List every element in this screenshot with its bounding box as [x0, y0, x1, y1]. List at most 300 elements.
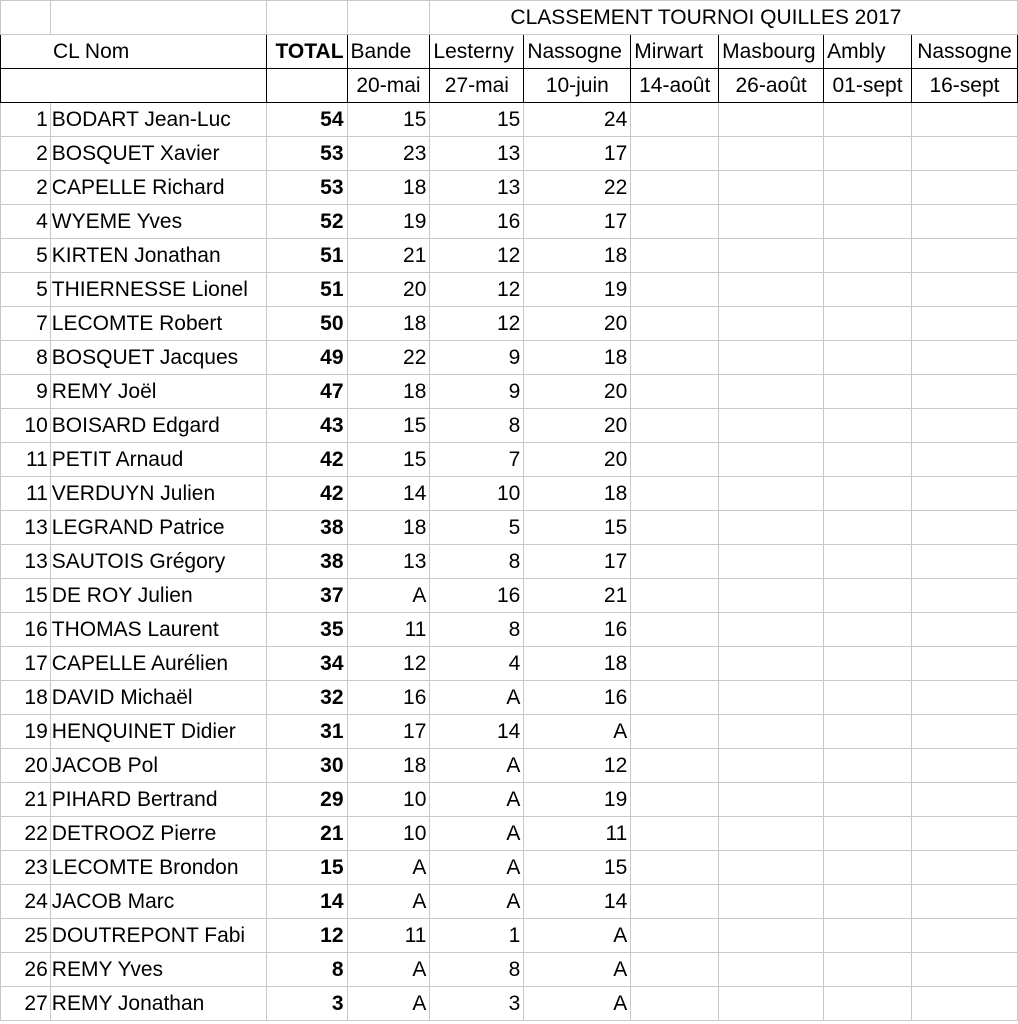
score-cell[interactable]: [719, 613, 824, 647]
score-cell[interactable]: [719, 851, 824, 885]
rank-cell[interactable]: 21: [1, 783, 51, 817]
score-cell[interactable]: [911, 885, 1017, 919]
score-cell[interactable]: A: [524, 953, 631, 987]
name-cell[interactable]: SAUTOIS Grégory: [50, 545, 266, 579]
score-cell[interactable]: [631, 409, 719, 443]
score-cell[interactable]: 11: [524, 817, 631, 851]
table-row: [1, 579, 1018, 613]
score-cell[interactable]: 8: [430, 613, 524, 647]
name-cell[interactable]: THIERNESSE Lionel: [50, 273, 266, 307]
score-cell[interactable]: [911, 409, 1017, 443]
name-cell[interactable]: BODART Jean-Luc: [50, 103, 266, 137]
total-cell[interactable]: 14: [266, 885, 347, 919]
name-cell[interactable]: HENQUINET Didier: [50, 715, 266, 749]
score-cell[interactable]: 19: [347, 205, 430, 239]
score-cell[interactable]: [911, 647, 1017, 681]
rank-cell[interactable]: 5: [1, 239, 51, 273]
name-cell[interactable]: BOISARD Edgard: [50, 409, 266, 443]
rank-cell[interactable]: 9: [1, 375, 51, 409]
score-cell[interactable]: 18: [347, 171, 430, 205]
score-cell[interactable]: [719, 511, 824, 545]
total-cell[interactable]: 31: [266, 715, 347, 749]
score-cell[interactable]: 9: [430, 375, 524, 409]
score-cell[interactable]: [911, 545, 1017, 579]
score-cell[interactable]: [911, 443, 1017, 477]
score-cell[interactable]: A: [347, 885, 430, 919]
score-cell[interactable]: 12: [430, 239, 524, 273]
score-cell[interactable]: [824, 375, 912, 409]
score-cell[interactable]: [631, 341, 719, 375]
score-cell[interactable]: [631, 885, 719, 919]
score-cell[interactable]: [824, 409, 912, 443]
total-cell[interactable]: 30: [266, 749, 347, 783]
header-date[interactable]: 14-août: [631, 69, 719, 103]
score-cell[interactable]: 14: [524, 885, 631, 919]
total-cell[interactable]: 8: [266, 953, 347, 987]
score-cell[interactable]: [631, 579, 719, 613]
name-cell[interactable]: DOUTREPONT Fabi: [50, 919, 266, 953]
total-cell[interactable]: 21: [266, 817, 347, 851]
score-cell[interactable]: [824, 953, 912, 987]
header-venue[interactable]: Nassogne: [911, 35, 1017, 69]
rank-cell[interactable]: 1: [1, 103, 51, 137]
score-cell[interactable]: [824, 273, 912, 307]
score-cell[interactable]: 12: [524, 749, 631, 783]
name-cell[interactable]: JACOB Marc: [50, 885, 266, 919]
score-cell[interactable]: 15: [524, 851, 631, 885]
score-cell[interactable]: A: [347, 579, 430, 613]
score-cell[interactable]: [719, 749, 824, 783]
rank-cell[interactable]: 7: [1, 307, 51, 341]
score-cell[interactable]: 22: [524, 171, 631, 205]
score-cell[interactable]: 13: [430, 171, 524, 205]
score-cell[interactable]: [631, 511, 719, 545]
score-cell[interactable]: [824, 817, 912, 851]
score-cell[interactable]: 15: [347, 443, 430, 477]
name-cell[interactable]: DAVID Michaël: [50, 681, 266, 715]
rank-cell[interactable]: 20: [1, 749, 51, 783]
score-cell[interactable]: [631, 919, 719, 953]
name-cell[interactable]: REMY Yves: [50, 953, 266, 987]
total-cell[interactable]: 50: [266, 307, 347, 341]
header-row-venues: [1, 35, 1018, 69]
score-cell[interactable]: [631, 477, 719, 511]
score-cell[interactable]: 15: [347, 409, 430, 443]
score-cell[interactable]: 21: [347, 239, 430, 273]
score-cell[interactable]: 22: [347, 341, 430, 375]
header-venue[interactable]: Nassogne: [524, 35, 631, 69]
score-cell[interactable]: [824, 443, 912, 477]
empty-cell[interactable]: [1, 69, 267, 103]
score-cell[interactable]: [824, 137, 912, 171]
total-cell[interactable]: 53: [266, 171, 347, 205]
score-cell[interactable]: 14: [347, 477, 430, 511]
score-cell[interactable]: 21: [524, 579, 631, 613]
score-cell[interactable]: [719, 137, 824, 171]
total-cell[interactable]: 49: [266, 341, 347, 375]
total-cell[interactable]: 12: [266, 919, 347, 953]
score-cell[interactable]: [911, 103, 1017, 137]
table-row: [1, 477, 1018, 511]
score-cell[interactable]: [631, 545, 719, 579]
score-cell[interactable]: [911, 273, 1017, 307]
score-cell[interactable]: [824, 171, 912, 205]
score-cell[interactable]: [719, 205, 824, 239]
score-cell[interactable]: [824, 307, 912, 341]
score-cell[interactable]: [719, 171, 824, 205]
score-cell[interactable]: [719, 409, 824, 443]
score-cell[interactable]: [719, 443, 824, 477]
empty-cell[interactable]: [347, 1, 430, 35]
score-cell[interactable]: [631, 715, 719, 749]
rank-cell[interactable]: 25: [1, 919, 51, 953]
rank-cell[interactable]: 13: [1, 511, 51, 545]
header-cl-nom[interactable]: CL Nom: [1, 35, 267, 69]
score-cell[interactable]: [824, 885, 912, 919]
score-cell[interactable]: [911, 953, 1017, 987]
total-cell[interactable]: 38: [266, 545, 347, 579]
score-cell[interactable]: [719, 817, 824, 851]
header-venue[interactable]: Mirwart: [631, 35, 719, 69]
name-cell[interactable]: THOMAS Laurent: [50, 613, 266, 647]
header-date[interactable]: 20-mai: [347, 69, 430, 103]
name-cell[interactable]: PIHARD Bertrand: [50, 783, 266, 817]
empty-cell[interactable]: [266, 69, 347, 103]
name-cell[interactable]: DETROOZ Pierre: [50, 817, 266, 851]
score-cell[interactable]: [631, 171, 719, 205]
name-cell[interactable]: CAPELLE Aurélien: [50, 647, 266, 681]
score-cell[interactable]: 12: [347, 647, 430, 681]
score-cell[interactable]: 7: [430, 443, 524, 477]
score-cell[interactable]: [719, 885, 824, 919]
name-cell[interactable]: DE ROY Julien: [50, 579, 266, 613]
total-cell[interactable]: 38: [266, 511, 347, 545]
score-cell[interactable]: 18: [347, 511, 430, 545]
total-cell[interactable]: 3: [266, 987, 347, 1021]
score-cell[interactable]: [631, 647, 719, 681]
score-cell[interactable]: [631, 987, 719, 1021]
rank-cell[interactable]: 17: [1, 647, 51, 681]
total-cell[interactable]: 15: [266, 851, 347, 885]
score-cell[interactable]: [719, 579, 824, 613]
name-cell[interactable]: PETIT Arnaud: [50, 443, 266, 477]
total-cell[interactable]: 42: [266, 477, 347, 511]
rank-cell[interactable]: 27: [1, 987, 51, 1021]
score-cell[interactable]: 1: [430, 919, 524, 953]
sheet-title[interactable]: CLASSEMENT TOURNOI QUILLES 2017: [430, 1, 1018, 35]
header-date[interactable]: 10-juin: [524, 69, 631, 103]
score-cell[interactable]: 5: [430, 511, 524, 545]
score-cell[interactable]: [631, 239, 719, 273]
score-cell[interactable]: 17: [347, 715, 430, 749]
score-cell[interactable]: [719, 647, 824, 681]
score-cell[interactable]: [911, 817, 1017, 851]
score-cell[interactable]: [911, 681, 1017, 715]
score-cell[interactable]: 19: [524, 783, 631, 817]
score-cell[interactable]: 18: [524, 477, 631, 511]
name-cell[interactable]: KIRTEN Jonathan: [50, 239, 266, 273]
score-cell[interactable]: 20: [347, 273, 430, 307]
score-cell[interactable]: 15: [430, 103, 524, 137]
score-cell[interactable]: [911, 749, 1017, 783]
score-cell[interactable]: 18: [524, 647, 631, 681]
score-cell[interactable]: [824, 919, 912, 953]
score-cell[interactable]: [631, 205, 719, 239]
score-cell[interactable]: [824, 987, 912, 1021]
score-cell[interactable]: [824, 851, 912, 885]
header-venue[interactable]: Masbourg: [719, 35, 824, 69]
score-cell[interactable]: 3: [430, 987, 524, 1021]
score-cell[interactable]: A: [524, 987, 631, 1021]
score-cell[interactable]: A: [347, 953, 430, 987]
total-cell[interactable]: 29: [266, 783, 347, 817]
score-cell[interactable]: [631, 273, 719, 307]
score-cell[interactable]: [719, 919, 824, 953]
score-cell[interactable]: [824, 681, 912, 715]
score-cell[interactable]: [824, 205, 912, 239]
name-cell[interactable]: WYEME Yves: [50, 205, 266, 239]
total-cell[interactable]: 54: [266, 103, 347, 137]
score-cell[interactable]: A: [347, 987, 430, 1021]
score-cell[interactable]: [631, 375, 719, 409]
total-cell[interactable]: 51: [266, 273, 347, 307]
score-cell[interactable]: 10: [430, 477, 524, 511]
score-cell[interactable]: [824, 613, 912, 647]
score-cell[interactable]: [824, 477, 912, 511]
score-cell[interactable]: 8: [430, 545, 524, 579]
score-cell[interactable]: 9: [430, 341, 524, 375]
total-cell[interactable]: 42: [266, 443, 347, 477]
score-cell[interactable]: [719, 783, 824, 817]
name-cell[interactable]: REMY Jonathan: [50, 987, 266, 1021]
score-cell[interactable]: 16: [430, 205, 524, 239]
score-cell[interactable]: A: [430, 817, 524, 851]
score-cell[interactable]: 8: [430, 409, 524, 443]
name-cell[interactable]: LECOMTE Robert: [50, 307, 266, 341]
rank-cell[interactable]: 10: [1, 409, 51, 443]
score-cell[interactable]: [911, 205, 1017, 239]
score-cell[interactable]: 10: [347, 783, 430, 817]
rank-cell[interactable]: 15: [1, 579, 51, 613]
score-cell[interactable]: [719, 545, 824, 579]
score-cell[interactable]: [824, 103, 912, 137]
score-cell[interactable]: [631, 681, 719, 715]
score-cell[interactable]: [911, 341, 1017, 375]
rank-cell[interactable]: 2: [1, 171, 51, 205]
score-cell[interactable]: [719, 715, 824, 749]
rank-cell[interactable]: 11: [1, 443, 51, 477]
score-cell[interactable]: 15: [524, 511, 631, 545]
score-cell[interactable]: [631, 817, 719, 851]
total-cell[interactable]: 53: [266, 137, 347, 171]
score-cell[interactable]: [631, 613, 719, 647]
score-cell[interactable]: 12: [430, 273, 524, 307]
score-cell[interactable]: [631, 103, 719, 137]
score-cell[interactable]: [719, 341, 824, 375]
title-row: [1, 1, 1018, 35]
score-cell[interactable]: [824, 511, 912, 545]
score-cell[interactable]: 18: [347, 307, 430, 341]
score-cell[interactable]: A: [430, 885, 524, 919]
rank-cell[interactable]: 19: [1, 715, 51, 749]
rank-cell[interactable]: 24: [1, 885, 51, 919]
table-row: [1, 341, 1018, 375]
score-cell[interactable]: 11: [347, 613, 430, 647]
score-cell[interactable]: 16: [430, 579, 524, 613]
score-cell[interactable]: 18: [524, 239, 631, 273]
rank-cell[interactable]: 26: [1, 953, 51, 987]
table-row: [1, 511, 1018, 545]
score-cell[interactable]: [719, 987, 824, 1021]
score-cell[interactable]: 20: [524, 409, 631, 443]
header-venue[interactable]: Ambly: [824, 35, 912, 69]
total-cell[interactable]: 52: [266, 205, 347, 239]
empty-cell[interactable]: [1, 1, 51, 35]
rank-cell[interactable]: 4: [1, 205, 51, 239]
score-cell[interactable]: 15: [347, 103, 430, 137]
score-cell[interactable]: A: [430, 851, 524, 885]
rank-cell[interactable]: 22: [1, 817, 51, 851]
score-cell[interactable]: [911, 613, 1017, 647]
score-cell[interactable]: [719, 953, 824, 987]
rank-cell[interactable]: 2: [1, 137, 51, 171]
name-cell[interactable]: JACOB Pol: [50, 749, 266, 783]
score-cell[interactable]: 18: [347, 375, 430, 409]
score-cell[interactable]: [911, 171, 1017, 205]
score-cell[interactable]: 13: [430, 137, 524, 171]
score-cell[interactable]: [824, 647, 912, 681]
score-cell[interactable]: A: [524, 919, 631, 953]
score-cell[interactable]: 11: [347, 919, 430, 953]
score-cell[interactable]: 18: [347, 749, 430, 783]
score-cell[interactable]: [911, 987, 1017, 1021]
total-cell[interactable]: 47: [266, 375, 347, 409]
score-cell[interactable]: 4: [430, 647, 524, 681]
score-cell[interactable]: 10: [347, 817, 430, 851]
score-cell[interactable]: [824, 715, 912, 749]
score-cell[interactable]: [824, 341, 912, 375]
score-cell[interactable]: [719, 307, 824, 341]
score-cell[interactable]: [911, 783, 1017, 817]
header-date[interactable]: 27-mai: [430, 69, 524, 103]
rank-cell[interactable]: 18: [1, 681, 51, 715]
score-cell[interactable]: 17: [524, 545, 631, 579]
name-cell[interactable]: LECOMTE Brondon: [50, 851, 266, 885]
total-cell[interactable]: 35: [266, 613, 347, 647]
header-total[interactable]: TOTAL: [266, 35, 347, 69]
header-date[interactable]: 01-sept: [824, 69, 912, 103]
score-cell[interactable]: [631, 443, 719, 477]
score-cell[interactable]: 13: [347, 545, 430, 579]
score-cell[interactable]: A: [347, 851, 430, 885]
rank-cell[interactable]: 8: [1, 341, 51, 375]
score-cell[interactable]: [824, 579, 912, 613]
score-cell[interactable]: 16: [524, 681, 631, 715]
total-cell[interactable]: 43: [266, 409, 347, 443]
score-cell[interactable]: 23: [347, 137, 430, 171]
name-cell[interactable]: LEGRAND Patrice: [50, 511, 266, 545]
header-date[interactable]: 26-août: [719, 69, 824, 103]
table-row: [1, 885, 1018, 919]
score-cell[interactable]: A: [430, 749, 524, 783]
rank-cell[interactable]: 16: [1, 613, 51, 647]
score-cell[interactable]: [719, 273, 824, 307]
score-cell[interactable]: [911, 851, 1017, 885]
total-cell[interactable]: 32: [266, 681, 347, 715]
score-cell[interactable]: [631, 749, 719, 783]
score-cell[interactable]: 20: [524, 307, 631, 341]
name-cell[interactable]: CAPELLE Richard: [50, 171, 266, 205]
rank-cell[interactable]: 23: [1, 851, 51, 885]
total-cell[interactable]: 34: [266, 647, 347, 681]
score-cell[interactable]: [719, 477, 824, 511]
score-cell[interactable]: 16: [524, 613, 631, 647]
score-cell[interactable]: [719, 239, 824, 273]
score-cell[interactable]: [911, 375, 1017, 409]
score-cell[interactable]: 17: [524, 205, 631, 239]
score-cell[interactable]: 20: [524, 375, 631, 409]
score-cell[interactable]: [911, 137, 1017, 171]
score-cell[interactable]: 8: [430, 953, 524, 987]
score-cell[interactable]: [911, 715, 1017, 749]
score-cell[interactable]: [631, 953, 719, 987]
score-cell[interactable]: [719, 681, 824, 715]
total-cell[interactable]: 51: [266, 239, 347, 273]
score-cell[interactable]: [911, 919, 1017, 953]
score-cell[interactable]: [824, 783, 912, 817]
name-cell[interactable]: VERDUYN Julien: [50, 477, 266, 511]
name-cell[interactable]: BOSQUET Jacques: [50, 341, 266, 375]
header-venue[interactable]: Lesterny: [430, 35, 524, 69]
score-cell[interactable]: 12: [430, 307, 524, 341]
score-cell[interactable]: 18: [524, 341, 631, 375]
score-cell[interactable]: [911, 511, 1017, 545]
score-cell[interactable]: [824, 545, 912, 579]
score-cell[interactable]: [719, 103, 824, 137]
score-cell[interactable]: [631, 783, 719, 817]
header-date[interactable]: 16-sept: [911, 69, 1017, 103]
score-cell[interactable]: [719, 375, 824, 409]
score-cell[interactable]: [824, 749, 912, 783]
empty-cell[interactable]: [266, 1, 347, 35]
score-cell[interactable]: 24: [524, 103, 631, 137]
score-cell[interactable]: A: [430, 783, 524, 817]
name-cell[interactable]: REMY Joël: [50, 375, 266, 409]
score-cell[interactable]: [911, 239, 1017, 273]
score-cell[interactable]: A: [524, 715, 631, 749]
rank-cell[interactable]: 5: [1, 273, 51, 307]
score-cell[interactable]: [631, 137, 719, 171]
score-cell[interactable]: 14: [430, 715, 524, 749]
score-cell[interactable]: 20: [524, 443, 631, 477]
score-cell[interactable]: 16: [347, 681, 430, 715]
name-cell[interactable]: BOSQUET Xavier: [50, 137, 266, 171]
rank-cell[interactable]: 13: [1, 545, 51, 579]
score-cell[interactable]: [824, 239, 912, 273]
score-cell[interactable]: 17: [524, 137, 631, 171]
rank-cell[interactable]: 11: [1, 477, 51, 511]
score-cell[interactable]: [911, 477, 1017, 511]
score-cell[interactable]: [631, 851, 719, 885]
score-cell[interactable]: [911, 307, 1017, 341]
score-cell[interactable]: [911, 579, 1017, 613]
score-cell[interactable]: 19: [524, 273, 631, 307]
empty-cell[interactable]: [50, 1, 266, 35]
header-venue[interactable]: Bande: [347, 35, 430, 69]
score-cell[interactable]: [631, 307, 719, 341]
score-cell[interactable]: A: [430, 681, 524, 715]
total-cell[interactable]: 37: [266, 579, 347, 613]
